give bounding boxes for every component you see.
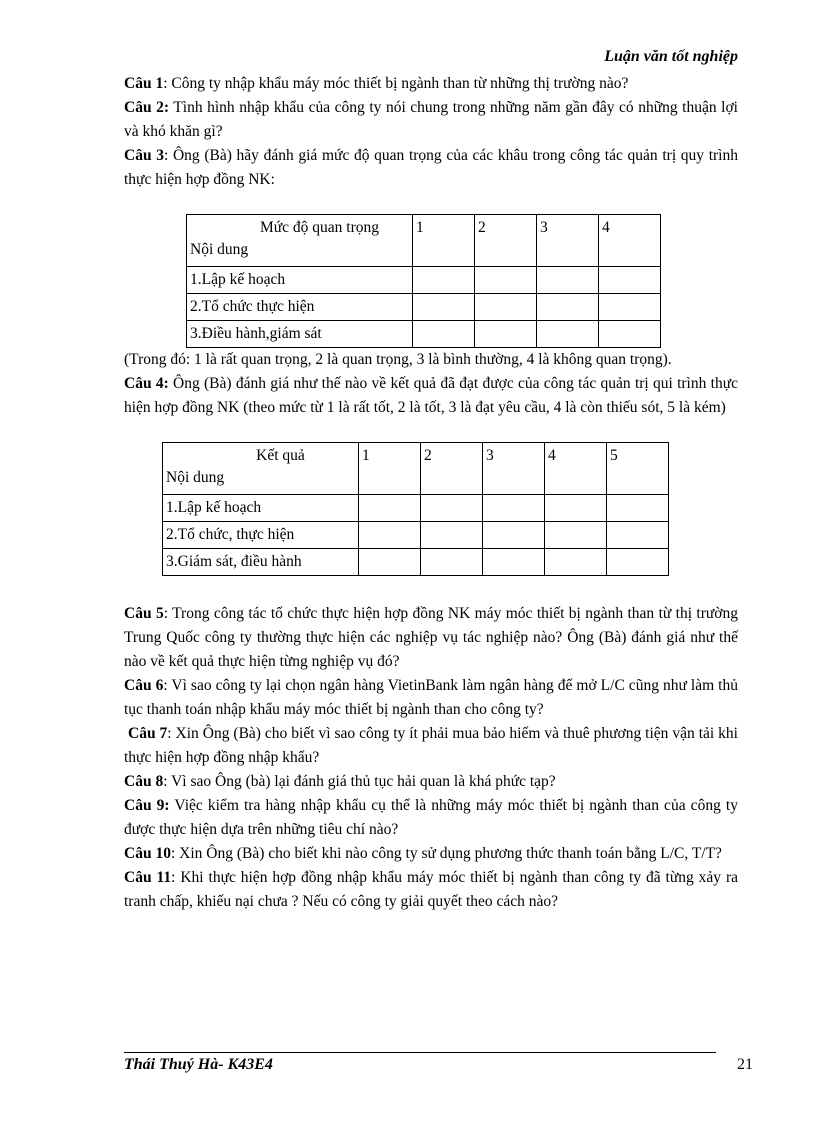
result-rating-table	[162, 442, 669, 576]
question-label: Câu 9:	[124, 797, 170, 814]
corner-column-caption: Kết quả	[256, 447, 305, 464]
question-2	[124, 96, 738, 144]
question-5	[124, 602, 738, 674]
row-label: 1.Lập kế hoạch	[163, 495, 359, 522]
table-row	[163, 549, 669, 576]
question-label: Câu 7	[128, 725, 168, 742]
question-text: : Vì sao công ty lại chọn ngân hàng VietinBank làm ngân hàng để mở L/C cũng như làm thủ tục thanh toán nhập khẩu máy móc thiết bị ngành than cho công ty?	[124, 677, 738, 718]
table-corner-cell	[187, 215, 413, 267]
question-3	[124, 144, 738, 192]
question-label: Câu 11	[124, 869, 172, 886]
question-text: Tình hình nhập khẩu của công ty nói chung trong những năm gần đây có những thuận lợi và khó khăn gì?	[124, 99, 738, 140]
rating-cell	[475, 294, 537, 321]
rating-cell	[421, 495, 483, 522]
rating-cell	[599, 267, 661, 294]
rating-cell	[413, 267, 475, 294]
question-label: Câu 5	[124, 605, 164, 622]
rating-cell	[599, 321, 661, 348]
column-header: 1	[413, 215, 475, 267]
rating-cell	[537, 267, 599, 294]
importance-rating-table	[186, 214, 661, 348]
corner-column-caption: Mức độ quan trọng	[259, 219, 380, 236]
question-7	[124, 722, 738, 770]
column-header: 5	[607, 443, 669, 495]
question-label: Câu 10	[124, 845, 171, 862]
table-row	[187, 321, 661, 348]
table-header-row	[163, 443, 669, 495]
rating-cell	[475, 321, 537, 348]
column-header: 3	[483, 443, 545, 495]
question-11	[124, 866, 738, 914]
question-text: : Xin Ông (Bà) cho biết vì sao công ty ít phải mua bảo hiểm và thuê phương tiện vận tải khi thực hiện hợp đồng nhập khẩu?	[124, 725, 738, 766]
question-label: Câu 3	[124, 147, 164, 164]
question-10	[124, 842, 738, 866]
rating-cell	[475, 267, 537, 294]
rating-cell	[421, 549, 483, 576]
question-text: : Công ty nhập khẩu máy móc thiết bị ngành than từ những thị trường nào?	[163, 75, 629, 92]
question-label: Câu 6	[124, 677, 164, 694]
question-text: Ông (Bà) đánh giá như thế nào về kết quả đã đạt được của công tác quản trị qui trình thực hiện hợp đồng NK (theo mức từ 1 là rất tốt, 2 là tốt, 3 là đạt yêu cầu, 4 là còn thiếu sót, 5 là kém)	[124, 375, 738, 416]
question-1	[124, 72, 738, 96]
question-text: : Ông (Bà) hãy đánh giá mức độ quan trọng của các khâu trong công tác quản trị quy trình thực hiện hợp đồng NK:	[124, 147, 738, 188]
table-corner-cell	[163, 443, 359, 495]
column-header: 2	[421, 443, 483, 495]
document-header-title: Luận văn tốt nghiệp	[604, 48, 738, 65]
question-text: : Xin Ông (Bà) cho biết khi nào công ty sử dụng phương thức thanh toán bằng L/C, T/T?	[170, 845, 722, 862]
rating-cell	[359, 522, 421, 549]
question-label: Câu 8	[124, 773, 164, 790]
rating-cell	[421, 522, 483, 549]
question-label: Câu 1	[124, 75, 164, 92]
rating-cell	[607, 522, 669, 549]
document-body	[124, 72, 738, 914]
corner-row-caption: Nội dung	[166, 469, 225, 486]
column-header: 3	[537, 215, 599, 267]
rating-cell	[545, 495, 607, 522]
row-label: 3.Giám sát, điều hành	[163, 549, 359, 576]
rating-cell	[545, 549, 607, 576]
column-header: 2	[475, 215, 537, 267]
rating-cell	[537, 321, 599, 348]
rating-cell	[359, 495, 421, 522]
rating-cell	[599, 294, 661, 321]
table-row	[187, 267, 661, 294]
corner-row-caption: Nội dung	[190, 241, 249, 258]
rating-cell	[537, 294, 599, 321]
rating-cell	[483, 549, 545, 576]
table-row	[163, 495, 669, 522]
column-header: 4	[545, 443, 607, 495]
question-text: : Khi thực hiện hợp đồng nhập khẩu máy móc thiết bị ngành than công ty đã từng xảy ra tranh chấp, khiếu nại chưa ? Nếu có công ty giải quyết theo cách nào?	[124, 869, 738, 910]
column-header: 4	[599, 215, 661, 267]
question-label: Câu 2:	[124, 99, 170, 116]
footer-divider	[124, 1052, 716, 1053]
question-9	[124, 794, 738, 842]
rating-cell	[359, 549, 421, 576]
rating-cell	[413, 321, 475, 348]
rating-cell	[545, 522, 607, 549]
rating-cell	[483, 495, 545, 522]
rating-cell	[483, 522, 545, 549]
row-label: 1.Lập kế hoạch	[187, 267, 413, 294]
rating-cell	[413, 294, 475, 321]
page-number: 21	[737, 1056, 753, 1073]
question-label: Câu 4:	[124, 375, 169, 392]
question-4	[124, 372, 738, 420]
row-label: 2.Tổ chức thực hiện	[187, 294, 413, 321]
table-header-row	[187, 215, 661, 267]
table-row	[187, 294, 661, 321]
rating-cell	[607, 495, 669, 522]
row-label: 3.Điều hành,giám sát	[187, 321, 413, 348]
column-header: 1	[359, 443, 421, 495]
rating-cell	[607, 549, 669, 576]
table-row	[163, 522, 669, 549]
footer-author: Thái Thuý Hà- K43E4	[124, 1056, 273, 1073]
question-text: Việc kiểm tra hàng nhập khẩu cụ thể là những máy móc thiết bị ngành than của công ty được thực hiện dựa trên những tiêu chí nào?	[124, 797, 738, 838]
row-label: 2.Tổ chức, thực hiện	[163, 522, 359, 549]
question-text: : Trong công tác tổ chức thực hiện hợp đồng NK máy móc thiết bị ngành than từ thị trường Trung Quốc công ty thường thực hiện các nghiệp vụ tác nghiệp nào? Ông (Bà) đánh giá như thế nào về kết quả thực hiện từng nghiệp vụ đó?	[124, 605, 738, 670]
importance-scale-note: (Trong đó: 1 là rất quan trọng, 2 là quan trọng, 3 là bình thường, 4 là không quan trọng).	[124, 351, 672, 368]
question-text: : Vì sao Ông (bà) lại đánh giá thủ tục hải quan là khá phức tạp?	[163, 773, 556, 790]
question-8	[124, 770, 738, 794]
question-6	[124, 674, 738, 722]
